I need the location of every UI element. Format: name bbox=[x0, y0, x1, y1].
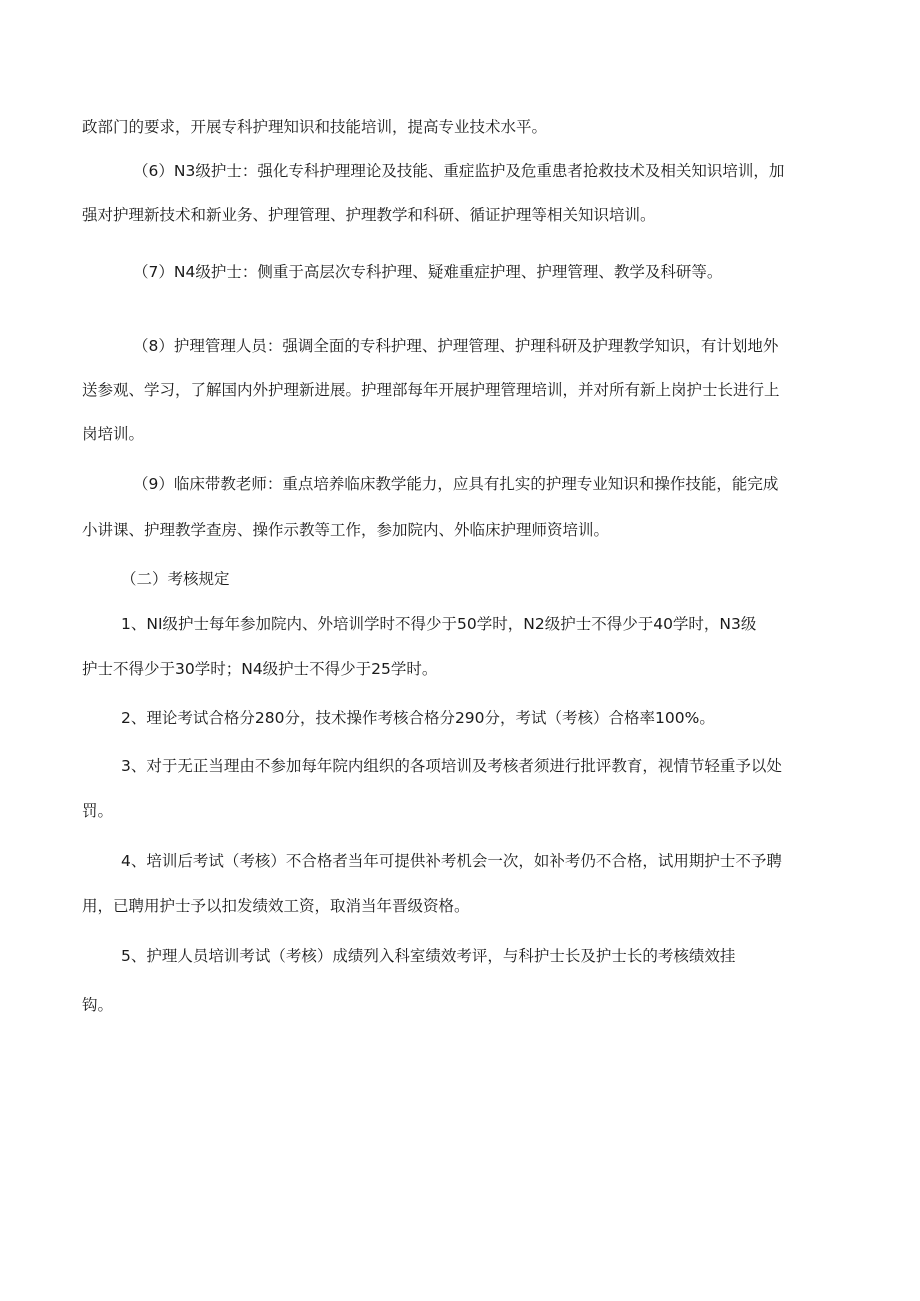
paragraph-line: 1、NI级护士每年参加院内、外培训学时不得少于50学时，N2级护士不得少于40学时，N3级 bbox=[121, 615, 757, 633]
paragraph-line: 送参观、学习，了解国内外护理新进展。护理部每年开展护理管理培训，并对所有新上岗护士长进行上 bbox=[82, 381, 780, 399]
paragraph-line: 5、护理人员培训考试（考核）成绩列入科室绩效考评，与科护士长及护士长的考核绩效挂 bbox=[121, 947, 736, 965]
paragraph-line: 钩。 bbox=[82, 996, 114, 1014]
paragraph-line: （7）N4级护士：侧重于高层次专科护理、疑难重症护理、护理管理、教学及科研等。 bbox=[133, 263, 723, 281]
paragraph-line: 2、理论考试合格分280分，技术操作考核合格分290分，考试（考核）合格率100%。 bbox=[121, 709, 715, 727]
paragraph-line: 用，已聘用护士予以扣发绩效工资，取消当年晋级资格。 bbox=[82, 897, 470, 915]
paragraph-line: 政部门的要求，开展专科护理知识和技能培训，提高专业技术水平。 bbox=[82, 118, 548, 136]
paragraph-line: 3、对于无正当理由不参加每年院内组织的各项培训及考核者须进行批评教育，视情节轻重予以处 bbox=[121, 757, 782, 775]
paragraph-line: 护士不得少于30学时；N4级护士不得少于25学时。 bbox=[82, 660, 438, 678]
paragraph-line: 岗培训。 bbox=[82, 425, 145, 443]
paragraph-line: 4、培训后考试（考核）不合格者当年可提供补考机会一次，如补考仍不合格，试用期护士不予聘 bbox=[121, 852, 782, 870]
paragraph-line: 小讲课、护理教学查房、操作示教等工作，参加院内、外临床护理师资培训。 bbox=[82, 521, 610, 539]
paragraph-line: （8）护理管理人员：强调全面的专科护理、护理管理、护理科研及护理教学知识，有计划地外 bbox=[133, 337, 779, 355]
paragraph-line: 强对护理新技术和新业务、护理管理、护理教学和科研、循证护理等相关知识培训。 bbox=[82, 206, 656, 224]
section-heading: （二）考核规定 bbox=[121, 570, 230, 588]
paragraph-line: 罚。 bbox=[82, 802, 114, 820]
paragraph-line: （6）N3级护士：强化专科护理理论及技能、重症监护及危重患者抢救技术及相关知识培训，加 bbox=[133, 162, 785, 180]
paragraph-line: （9）临床带教老师：重点培养临床教学能力，应具有扎实的护理专业知识和操作技能，能完成 bbox=[133, 475, 779, 493]
